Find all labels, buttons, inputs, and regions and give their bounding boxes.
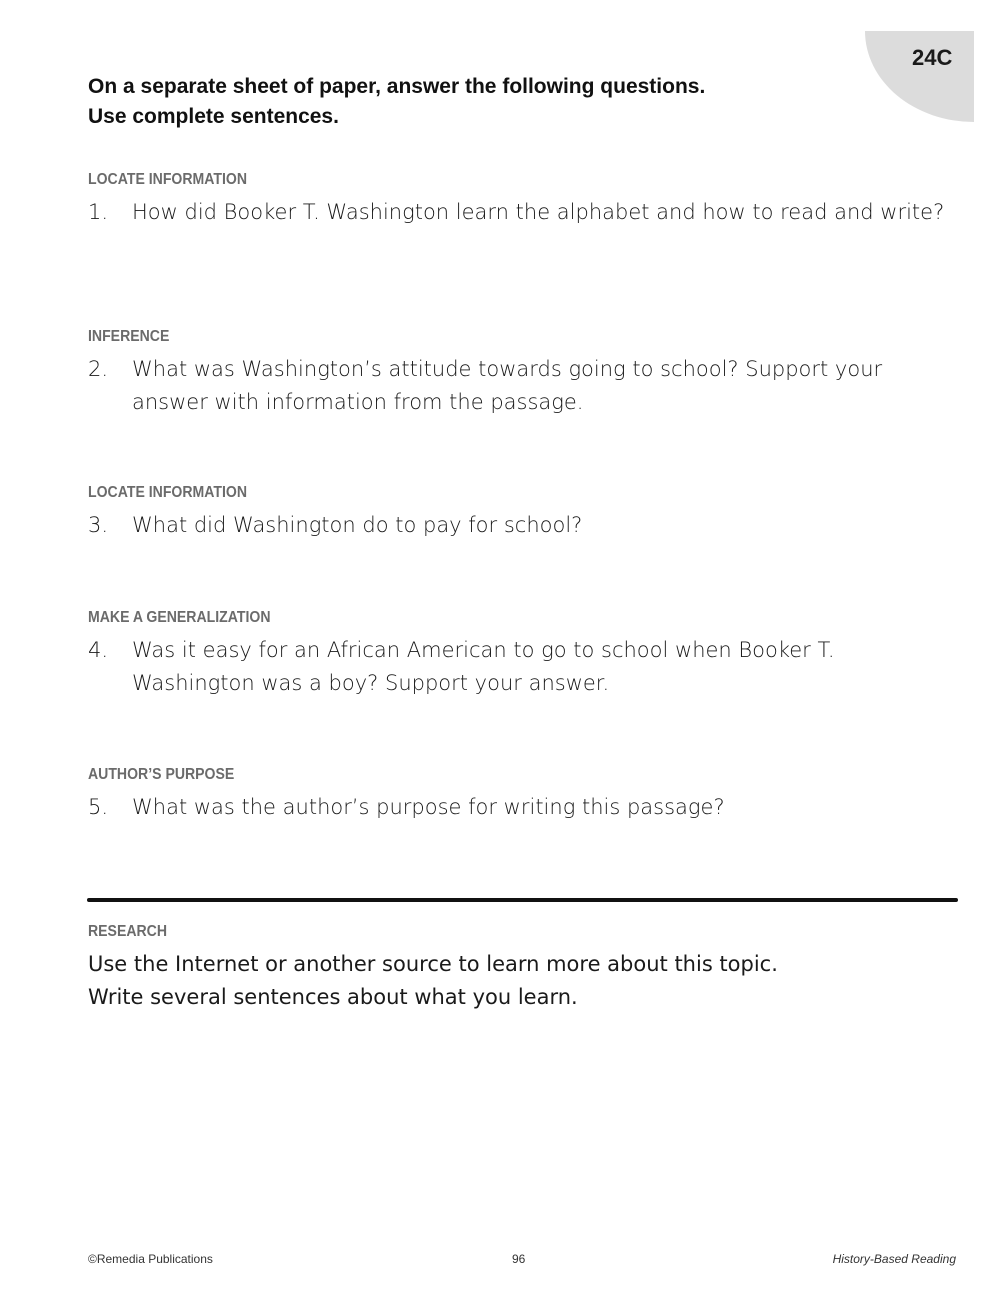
footer-page-number: 96	[512, 1252, 526, 1266]
footer-copyright: ©Remedia Publications	[88, 1252, 213, 1266]
question-4	[88, 608, 968, 700]
question-text: What did Washington do to pay for school?	[132, 513, 583, 537]
skill-label: INFERENCE	[88, 328, 170, 345]
instructions-line-1: On a separate sheet of paper, answer the following questions.	[88, 75, 706, 98]
question-number: 5.	[88, 795, 109, 819]
question-number: 1.	[88, 200, 109, 224]
page-tab-label: 24C	[912, 45, 953, 70]
instructions-line-2: Use complete sentences.	[88, 105, 339, 128]
question-text: What was Washington’s attitude towards going to school? Support your answer with information from the passage.	[132, 357, 883, 414]
question-5	[88, 765, 968, 824]
question-number: 4.	[88, 638, 109, 662]
question-1	[88, 170, 968, 229]
question-text: Was it easy for an African American to go to school when Booker T. Washington was a boy? Support your answer.	[132, 638, 835, 695]
research-section	[88, 922, 968, 1014]
skill-label: LOCATE INFORMATION	[88, 484, 248, 501]
skill-label: MAKE A GENERALIZATION	[88, 609, 271, 626]
question-3	[88, 483, 968, 542]
research-label: RESEARCH	[88, 923, 168, 940]
research-line-1: Use the Internet or another source to learn more about this topic.	[88, 952, 778, 976]
question-text: What was the author’s purpose for writing this passage?	[132, 795, 725, 819]
instructions	[88, 72, 705, 132]
question-number: 3.	[88, 513, 109, 537]
section-divider	[87, 898, 958, 902]
research-line-2: Write several sentences about what you learn.	[88, 985, 578, 1009]
question-text: How did Booker T. Washington learn the alphabet and how to read and write?	[132, 200, 945, 224]
question-2	[88, 327, 968, 419]
skill-label: AUTHOR’S PURPOSE	[88, 766, 235, 783]
skill-label: LOCATE INFORMATION	[88, 171, 248, 188]
footer-book-title: History-Based Reading	[832, 1252, 956, 1266]
question-number: 2.	[88, 357, 109, 381]
